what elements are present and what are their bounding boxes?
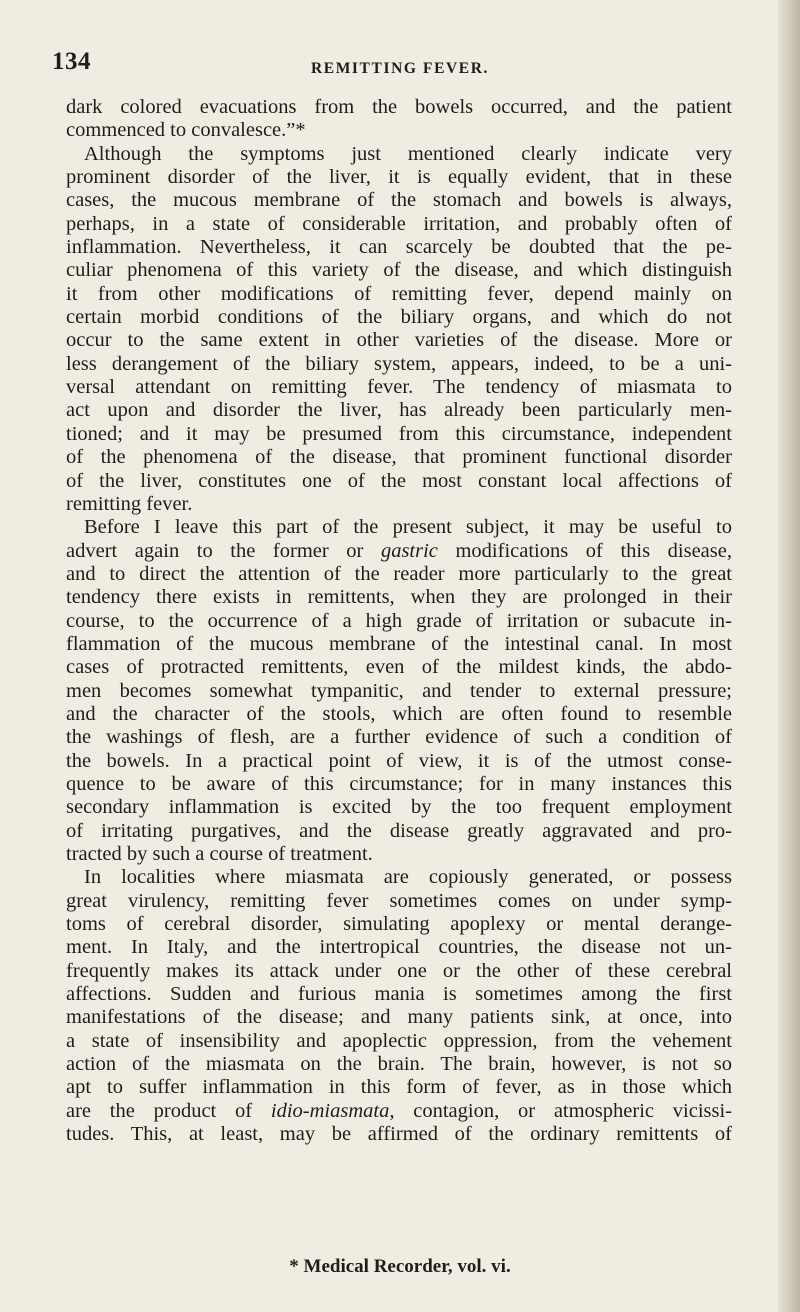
emphasis: idio-miasmata,: [270, 1099, 395, 1122]
running-head: REMITTING FEVER.: [310, 60, 490, 77]
text-line: the washings of flesh, are a further evidence of such a condition of: [66, 726, 732, 749]
text-line: remitting fever.: [66, 492, 193, 515]
text-line: and to direct the attention of the reader more particularly to the great: [66, 562, 732, 585]
text-line: cases of protracted remittents, even of the mildest kinds, the abdo-: [66, 656, 732, 679]
text-line: manifestations of the disease; and many patients sink, at once, into: [66, 1006, 732, 1029]
text-line: commenced to convalesce.”*: [66, 119, 306, 142]
text-line: versal attendant on remitting fever. The tendency of miasmata to: [66, 376, 732, 399]
text-line: quence to be aware of this circumstance; for in many instances this: [66, 772, 732, 795]
text-line: In localities where miasmata are copiously generated, or possess: [84, 866, 732, 889]
text-line: dark colored evacuations from the bowels occurred, and the patient: [66, 96, 732, 118]
text-line: affections. Sudden and furious mania is sometimes among the first: [66, 983, 732, 1006]
text-line: act upon and disorder the liver, has already been particularly men-: [66, 399, 732, 422]
text-line: flammation of the mucous membrane of the intestinal canal. In most: [66, 632, 732, 655]
text-line: tendency there exists in remittents, when they are prolonged in their: [66, 586, 732, 609]
text-line: of irritating purgatives, and the disease greatly aggravated and pro-: [66, 819, 732, 842]
text-line: culiar phenomena of this variety of the disease, and which distinguish: [66, 259, 732, 282]
text-line: perhaps, in a state of considerable irritation, and probably often of: [66, 212, 732, 235]
text-line: tracted by such a course of treatment.: [66, 843, 373, 865]
text-line: ment. In Italy, and the intertropical countries, the disease not un-: [66, 936, 732, 959]
text-line: apt to suffer inflammation in this form of fever, as in those which: [66, 1076, 732, 1099]
text-line: course, to the occurrence of a high grade of irritation or subacute in-: [66, 609, 732, 632]
page-edge-shadow: [778, 0, 800, 1312]
text-line: advert again to the former or gastric modifications of this disease,: [66, 539, 732, 562]
text-line: secondary inflammation is excited by the too frequent employment: [66, 796, 732, 819]
text-line: men becomes somewhat tympanitic, and tender to external pressure;: [66, 679, 732, 702]
text-line: occur to the same extent in other varieties of the disease. More or: [66, 329, 732, 352]
body-text: [66, 96, 732, 1146]
text-line: of the liver, constitutes one of the most constant local affections of: [66, 469, 732, 492]
text-line: it from other modifications of remitting fever, depend mainly on: [66, 282, 732, 305]
text-line: the bowels. In a practical point of view, it is of the utmost conse-: [66, 749, 732, 772]
text-line: inflammation. Nevertheless, it can scarcely be doubted that the pe-: [66, 236, 732, 259]
text-line: action of the miasmata on the brain. The brain, however, is not so: [66, 1053, 732, 1076]
text-line: toms of cerebral disorder, simulating apoplexy or mental derange-: [66, 913, 732, 936]
text-line: tioned; and it may be presumed from this circumstance, independent: [66, 422, 732, 445]
text-line: prominent disorder of the liver, it is equally evident, that in these: [66, 166, 732, 189]
text-line: certain morbid conditions of the biliary organs, and which do not: [66, 306, 732, 329]
text-line: cases, the mucous membrane of the stomach and bowels is always,: [66, 189, 732, 212]
page-header: [0, 48, 800, 82]
page-number: 134: [52, 48, 91, 75]
footnote: * Medical Recorder, vol. vi.: [289, 1256, 511, 1277]
text-line: less derangement of the biliary system, appears, indeed, to be a uni-: [66, 352, 732, 375]
text-line: Although the symptoms just mentioned clearly indicate very: [84, 142, 732, 165]
text-line: a state of insensibility and apoplectic oppression, from the vehement: [66, 1029, 732, 1052]
text-line: frequently makes its attack under one or the other of these cerebral: [66, 959, 732, 982]
text-line: Before I leave this part of the present subject, it may be useful to: [84, 516, 732, 539]
text-line: of the phenomena of the disease, that prominent functional disorder: [66, 446, 732, 469]
text-line: are the product of idio-miasmata, contagion, or atmospheric vicissi-: [66, 1099, 732, 1122]
text-line: and the character of the stools, which are often found to resemble: [66, 702, 732, 725]
text-line: great virulency, remitting fever sometimes comes on under symp-: [66, 889, 732, 912]
emphasis: gastric: [380, 539, 438, 562]
text-line: tudes. This, at least, may be affirmed of the ordinary remittents of: [66, 1123, 732, 1146]
